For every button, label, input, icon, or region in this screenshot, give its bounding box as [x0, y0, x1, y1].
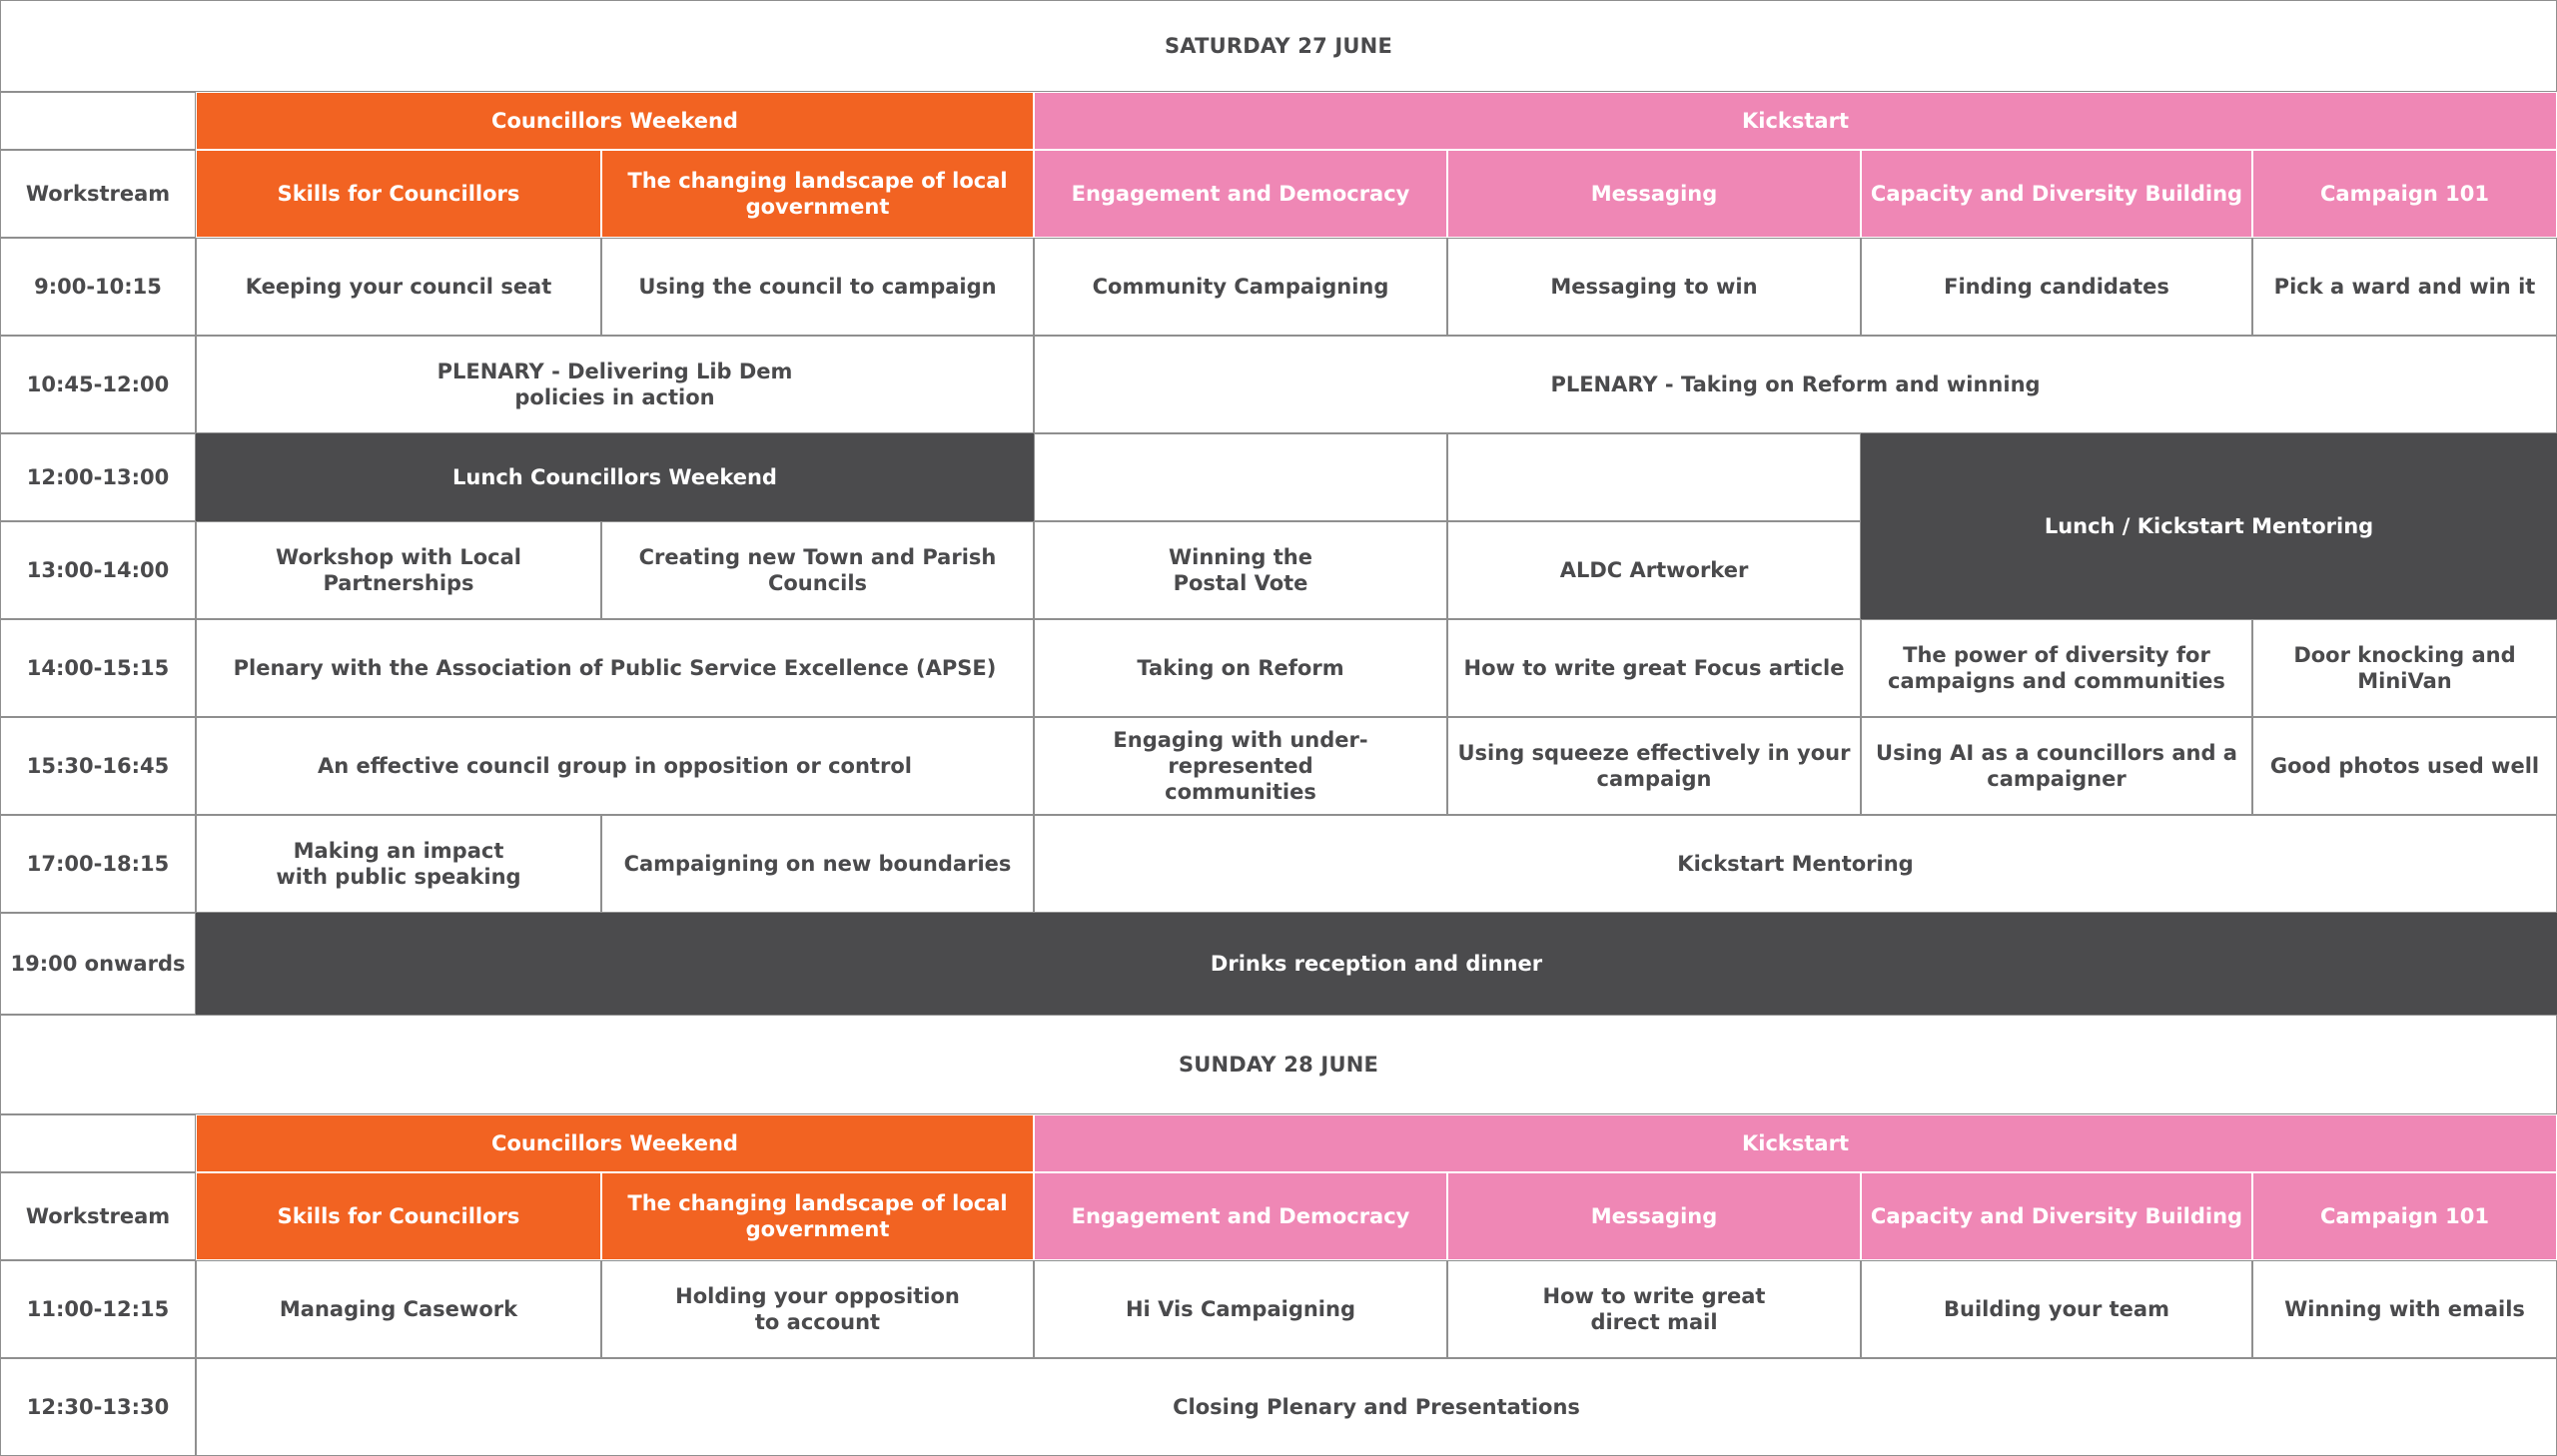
session-cell: Holding your opposition to account	[601, 1260, 1034, 1358]
session-cell: Using AI as a councillors and a campaigner	[1861, 717, 2252, 815]
session-cell: Making an impact with public speaking	[196, 815, 601, 913]
session-cell: Good photos used well	[2252, 717, 2557, 815]
closing-plenary-cell: Closing Plenary and Presentations	[196, 1358, 2557, 1456]
stream-engagement-democracy: Engagement and Democracy	[1034, 150, 1447, 238]
session-cell: Using the council to campaign	[601, 238, 1034, 336]
time-slot: 15:30-16:45	[0, 717, 196, 815]
lunch-cell: Lunch Councillors Weekend	[196, 433, 1034, 521]
session-cell: Kickstart Mentoring	[1034, 815, 2557, 913]
session-cell: Finding candidates	[1861, 238, 2252, 336]
session-cell: Taking on Reform	[1034, 619, 1447, 717]
day-header-saturday: SATURDAY 27 JUNE	[0, 0, 2557, 92]
session-cell: Keeping your council seat	[196, 238, 601, 336]
group-header-blank	[0, 1114, 196, 1172]
time-slot: 13:00-14:00	[0, 521, 196, 619]
session-cell: An effective council group in opposition or control	[196, 717, 1034, 815]
session-cell: Workshop with Local Partnerships	[196, 521, 601, 619]
session-cell: Using squeeze effectively in your campaign	[1447, 717, 1861, 815]
stream-messaging: Messaging	[1447, 1172, 1861, 1260]
stream-skills-for-councillors: Skills for Councillors	[196, 1172, 601, 1260]
time-slot: 10:45-12:00	[0, 336, 196, 433]
session-cell: Campaigning on new boundaries	[601, 815, 1034, 913]
session-cell: Creating new Town and Parish Councils	[601, 521, 1034, 619]
session-cell: Hi Vis Campaigning	[1034, 1260, 1447, 1358]
session-cell: ALDC Artworker	[1447, 521, 1861, 619]
stream-capacity-diversity: Capacity and Diversity Building	[1861, 1172, 2252, 1260]
workstream-label: Workstream	[0, 150, 196, 238]
session-cell: Managing Casework	[196, 1260, 601, 1358]
group-header-kickstart: Kickstart	[1034, 1114, 2557, 1172]
time-slot: 11:00-12:15	[0, 1260, 196, 1358]
empty-cell	[1034, 433, 1447, 521]
workstream-label: Workstream	[0, 1172, 196, 1260]
time-slot: 17:00-18:15	[0, 815, 196, 913]
session-cell: Building your team	[1861, 1260, 2252, 1358]
time-slot: 19:00 onwards	[0, 913, 196, 1015]
plenary-cell: PLENARY - Taking on Reform and winning	[1034, 336, 2557, 433]
time-slot: 12:30-13:30	[0, 1358, 196, 1456]
stream-changing-landscape: The changing landscape of local government	[601, 1172, 1034, 1260]
stream-messaging: Messaging	[1447, 150, 1861, 238]
group-header-blank	[0, 92, 196, 150]
session-cell: How to write great direct mail	[1447, 1260, 1861, 1358]
stream-campaign-101: Campaign 101	[2252, 150, 2557, 238]
session-cell: The power of diversity for campaigns and communities	[1861, 619, 2252, 717]
session-cell: Pick a ward and win it	[2252, 238, 2557, 336]
session-cell: Winning the Postal Vote	[1034, 521, 1447, 619]
dinner-cell: Drinks reception and dinner	[196, 913, 2557, 1015]
empty-cell	[1447, 433, 1861, 521]
session-cell: How to write great Focus article	[1447, 619, 1861, 717]
session-cell: Messaging to win	[1447, 238, 1861, 336]
session-cell: Engaging with under-represented communities	[1034, 717, 1447, 815]
stream-engagement-democracy: Engagement and Democracy	[1034, 1172, 1447, 1260]
lunch-mentoring-cell: Lunch / Kickstart Mentoring	[1861, 433, 2557, 619]
stream-skills-for-councillors: Skills for Councillors	[196, 150, 601, 238]
time-slot: 12:00-13:00	[0, 433, 196, 521]
group-header-councillors-weekend: Councillors Weekend	[196, 92, 1034, 150]
session-cell: Winning with emails	[2252, 1260, 2557, 1358]
session-cell: Door knocking and MiniVan	[2252, 619, 2557, 717]
group-header-kickstart: Kickstart	[1034, 92, 2557, 150]
stream-campaign-101: Campaign 101	[2252, 1172, 2557, 1260]
session-cell: Community Campaigning	[1034, 238, 1447, 336]
time-slot: 9:00-10:15	[0, 238, 196, 336]
session-cell: Plenary with the Association of Public Service Excellence (APSE)	[196, 619, 1034, 717]
day-header-sunday: SUNDAY 28 JUNE	[0, 1015, 2557, 1114]
time-slot: 14:00-15:15	[0, 619, 196, 717]
plenary-cell: PLENARY - Delivering Lib Dem policies in action	[196, 336, 1034, 433]
stream-capacity-diversity: Capacity and Diversity Building	[1861, 150, 2252, 238]
group-header-councillors-weekend: Councillors Weekend	[196, 1114, 1034, 1172]
stream-changing-landscape: The changing landscape of local government	[601, 150, 1034, 238]
